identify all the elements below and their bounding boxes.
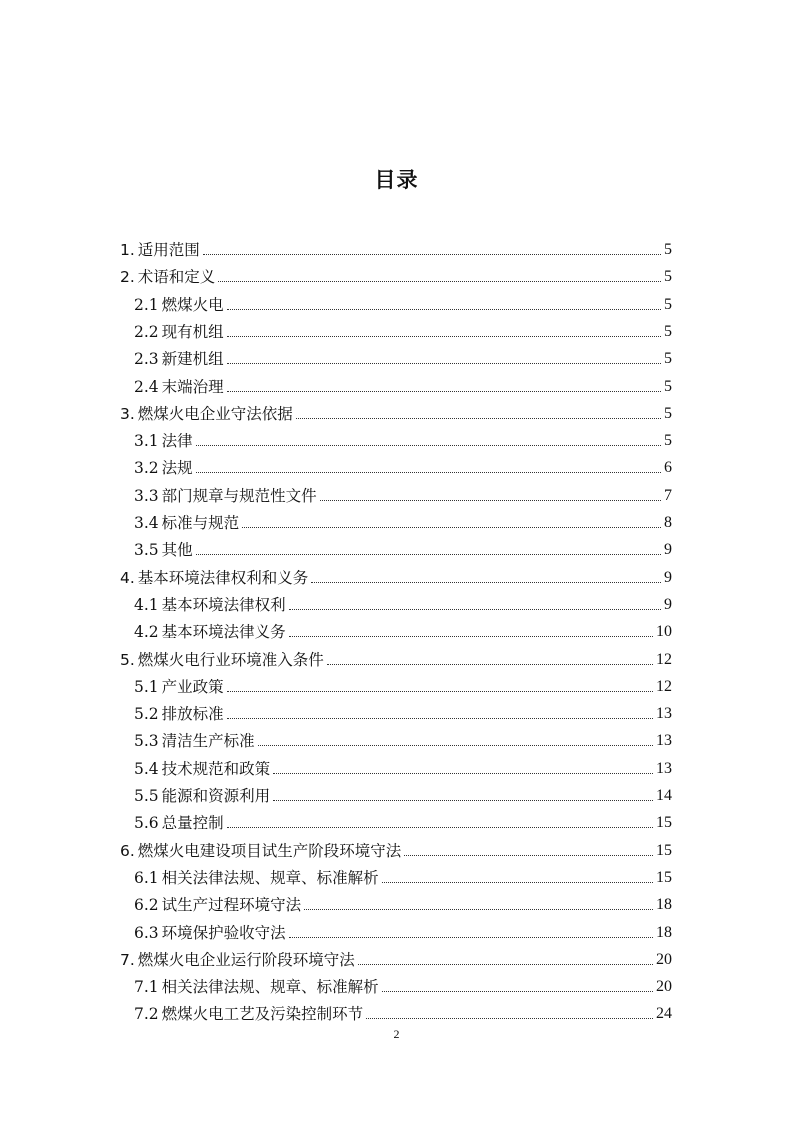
toc-entry-text: 燃煤火电企业运行阶段环境守法 — [137, 950, 355, 969]
toc-entry-label — [134, 377, 224, 397]
toc-entry-text: 其他 — [161, 541, 193, 560]
toc-leader-dots — [358, 964, 653, 965]
toc-entry-text: 清洁生产标准 — [161, 732, 255, 751]
toc-leader-dots — [311, 582, 661, 583]
toc-entry-text: 试生产过程环境守法 — [161, 896, 302, 915]
toc-entry-label — [134, 295, 224, 315]
toc-entry-number: 6.2 — [134, 896, 159, 915]
toc-entry-page: 5 — [664, 241, 672, 258]
toc-entry[interactable] — [120, 944, 672, 970]
toc-entry-page: 10 — [656, 623, 672, 641]
toc-entry-number: 6.1 — [134, 868, 159, 887]
toc-entry[interactable] — [134, 534, 672, 560]
toc-leader-dots — [227, 827, 653, 828]
toc-entry-label — [134, 977, 379, 997]
toc-leader-dots — [227, 336, 661, 337]
toc-leader-dots — [304, 909, 653, 910]
toc-entry-number: 7.1 — [134, 978, 159, 997]
toc-entry-page: 13 — [656, 705, 672, 723]
toc-entry[interactable] — [134, 917, 672, 943]
toc-entry-number: 5.5 — [134, 787, 159, 805]
toc-entry-text: 总量控制 — [161, 814, 224, 833]
toc-entry[interactable] — [120, 398, 672, 424]
toc-entry-label — [134, 595, 286, 615]
toc-entry[interactable] — [134, 998, 672, 1024]
toc-entry-page: 13 — [656, 732, 672, 750]
toc-leader-dots — [258, 745, 653, 746]
toc-entry[interactable] — [134, 971, 672, 997]
toc-leader-dots — [289, 937, 653, 938]
toc-leader-dots — [196, 472, 661, 473]
toc-entry-page: 8 — [664, 514, 672, 531]
toc-entry-label — [120, 404, 293, 424]
toc-entry-label — [134, 431, 193, 451]
toc-entry-number: 6. — [120, 841, 135, 860]
toc-entry[interactable] — [134, 480, 672, 506]
toc-entry-text: 排放标准 — [161, 705, 224, 724]
toc-entry[interactable] — [134, 589, 672, 615]
toc-leader-dots — [382, 991, 653, 992]
toc-leader-dots — [218, 281, 661, 282]
toc-entry-text: 燃煤火电工艺及污染控制环节 — [161, 1005, 364, 1024]
toc-entry-text: 燃煤火电企业守法依据 — [137, 404, 293, 423]
toc-entry-page: 15 — [656, 868, 672, 886]
toc-entry-label — [134, 923, 286, 943]
toc-entry-page: 20 — [656, 950, 672, 968]
toc-entry-page: 5 — [664, 350, 672, 368]
toc-entry-label — [134, 1004, 363, 1024]
toc-entry-label — [134, 786, 270, 806]
toc-entry-label — [120, 950, 355, 970]
toc-leader-dots — [196, 554, 661, 555]
toc-entry-number: 5.6 — [134, 814, 159, 833]
toc-entry-number: 5.1 — [134, 677, 159, 696]
toc-entry-page: 5 — [664, 432, 672, 450]
toc-entry[interactable] — [134, 753, 672, 779]
toc-leader-dots — [296, 418, 661, 419]
toc-entry[interactable] — [120, 644, 672, 670]
toc-entry-label — [134, 731, 255, 751]
toc-entry-text: 术语和定义 — [137, 268, 216, 287]
toc-entry-page: 24 — [656, 1005, 672, 1023]
toc-entry-number: 6.3 — [134, 923, 159, 942]
toc-entry-page: 5 — [664, 268, 672, 286]
toc-entry-page: 9 — [664, 568, 672, 586]
toc-entry-text: 现有机组 — [161, 322, 224, 341]
toc-entry[interactable] — [134, 671, 672, 697]
toc-leader-dots — [227, 391, 661, 392]
toc-entry-page: 12 — [656, 677, 672, 695]
toc-entry[interactable] — [134, 343, 672, 369]
toc-leader-dots — [273, 800, 653, 801]
toc-entry-label — [134, 704, 224, 724]
toc-entry-label — [134, 813, 224, 833]
toc-entry-text: 末端治理 — [161, 377, 224, 396]
toc-entry-text: 相关法律法规、规章、标准解析 — [161, 868, 379, 887]
toc-leader-dots — [382, 882, 653, 883]
toc-entry-label — [120, 650, 324, 670]
toc-leader-dots — [227, 691, 653, 692]
toc-leader-dots — [366, 1018, 653, 1019]
toc-entry-number: 3.4 — [134, 514, 159, 532]
toc-entry-page: 14 — [656, 787, 672, 804]
toc-entry-page: 20 — [656, 978, 672, 996]
toc-entry-text: 适用范围 — [137, 241, 200, 259]
toc-entry-number: 7.2 — [134, 1005, 159, 1024]
toc-entry-number: 4. — [120, 568, 135, 587]
toc-entry-page: 15 — [656, 814, 672, 832]
toc-leader-dots — [273, 773, 653, 774]
toc-entry[interactable] — [134, 507, 672, 533]
toc-entry[interactable] — [134, 425, 672, 451]
toc-entry-text: 燃煤火电行业环境准入条件 — [137, 650, 324, 669]
toc-entry-number: 4.1 — [134, 595, 159, 614]
toc-entry-label — [134, 322, 224, 342]
toc-leader-dots — [227, 363, 661, 364]
toc-entry-number: 1. — [120, 241, 135, 259]
toc-entry-number: 2.4 — [134, 377, 159, 396]
toc-entry-label — [134, 349, 224, 369]
toc-entry-number: 3.3 — [134, 486, 159, 505]
toc-entry-text: 能源和资源利用 — [161, 787, 271, 805]
toc-entry-number: 5.4 — [134, 759, 159, 778]
toc-entry-label — [134, 622, 286, 642]
toc-entry-number: 5.2 — [134, 705, 159, 724]
toc-entry[interactable] — [134, 889, 672, 915]
toc-entry-text: 环境保护验收守法 — [161, 923, 286, 942]
toc-entry[interactable] — [134, 316, 672, 342]
toc-entry-label — [120, 568, 308, 588]
toc-entry[interactable] — [134, 780, 672, 806]
toc-entry-page: 12 — [656, 650, 672, 668]
toc-leader-dots — [196, 445, 661, 446]
toc-entry[interactable] — [134, 725, 672, 751]
toc-entry-text: 燃煤火电 — [161, 295, 224, 314]
toc-entry-text: 基本环境法律权利 — [161, 595, 286, 614]
toc-entry-number: 4.2 — [134, 623, 159, 642]
toc-entry-label — [120, 267, 215, 287]
toc-entry-label — [134, 677, 224, 697]
toc-entry-page: 6 — [664, 459, 672, 477]
toc-leader-dots — [242, 527, 661, 528]
toc-entry-number: 3.5 — [134, 541, 159, 560]
toc-leader-dots — [289, 636, 653, 637]
toc-entry-number: 2.1 — [134, 295, 159, 314]
toc-entry-label — [134, 868, 379, 888]
toc-leader-dots — [289, 609, 661, 610]
toc-entry-label — [134, 895, 301, 915]
toc-leader-dots — [227, 718, 653, 719]
toc-entry-text: 法律 — [161, 432, 193, 451]
toc-entry-page: 15 — [656, 841, 672, 859]
toc-leader-dots — [327, 664, 653, 665]
toc-entry-text: 技术规范和政策 — [161, 759, 271, 778]
toc-entry-number: 5.3 — [134, 732, 159, 751]
toc-entry-label — [134, 458, 193, 478]
toc-entry-text: 产业政策 — [161, 677, 224, 696]
toc-entry-number: 7. — [120, 950, 135, 969]
toc-entry-number: 2.3 — [134, 350, 159, 369]
toc-entry-text: 新建机组 — [161, 350, 224, 369]
toc-entry-text: 燃煤火电建设项目试生产阶段环境守法 — [137, 841, 402, 860]
toc-entry[interactable] — [134, 616, 672, 642]
toc-entry-page: 18 — [656, 923, 672, 941]
toc-entry[interactable] — [120, 261, 672, 287]
toc-entry-number: 3. — [120, 404, 135, 423]
toc-entry-page: 5 — [664, 322, 672, 340]
toc-entry-number: 2.2 — [134, 322, 159, 341]
toc-entry[interactable] — [120, 562, 672, 588]
toc-entry-label — [120, 841, 401, 861]
toc-entry-page: 7 — [664, 486, 672, 504]
toc-leader-dots — [404, 855, 653, 856]
toc-entry-label — [134, 759, 270, 779]
toc-entry[interactable] — [134, 698, 672, 724]
toc-entry-label — [134, 486, 317, 506]
toc-entry-number: 3.1 — [134, 432, 159, 451]
toc-entry[interactable] — [134, 807, 672, 833]
toc-entry-page: 5 — [664, 295, 672, 313]
toc-entry[interactable] — [134, 289, 672, 315]
toc-entry-label — [120, 240, 200, 260]
toc-entry-page: 5 — [664, 377, 672, 395]
toc-entry-number: 5. — [120, 650, 135, 669]
toc-entry-text: 相关法律法规、规章、标准解析 — [161, 978, 379, 997]
toc-leader-dots — [320, 500, 661, 501]
toc-entry-page: 9 — [664, 595, 672, 613]
toc-entry[interactable] — [134, 452, 672, 478]
toc-entry-text: 标准与规范 — [161, 514, 240, 532]
toc-entry[interactable] — [134, 862, 672, 888]
toc-entry-text: 基本环境法律义务 — [161, 623, 286, 642]
toc-entry-text: 部门规章与规范性文件 — [161, 486, 317, 505]
toc-entry-page: 13 — [656, 759, 672, 777]
toc-leader-dots — [203, 254, 661, 255]
toc-entry-number: 2. — [120, 268, 135, 287]
toc-entry-page: 9 — [664, 541, 672, 559]
toc-entry[interactable] — [120, 835, 672, 861]
toc-entry[interactable] — [134, 371, 672, 397]
page-number: 2 — [393, 1027, 400, 1041]
toc-entry-text: 法规 — [161, 459, 193, 478]
toc-entry-text: 基本环境法律权利和义务 — [137, 568, 309, 587]
toc-entry[interactable] — [120, 234, 672, 260]
toc-entry-label — [134, 540, 193, 560]
toc-leader-dots — [227, 309, 661, 310]
toc-entry-label — [134, 513, 239, 533]
toc-entry-page: 18 — [656, 896, 672, 914]
toc-entry-number: 3.2 — [134, 459, 159, 478]
page-title: 目录 — [374, 168, 419, 192]
toc-entry-page: 5 — [664, 404, 672, 422]
